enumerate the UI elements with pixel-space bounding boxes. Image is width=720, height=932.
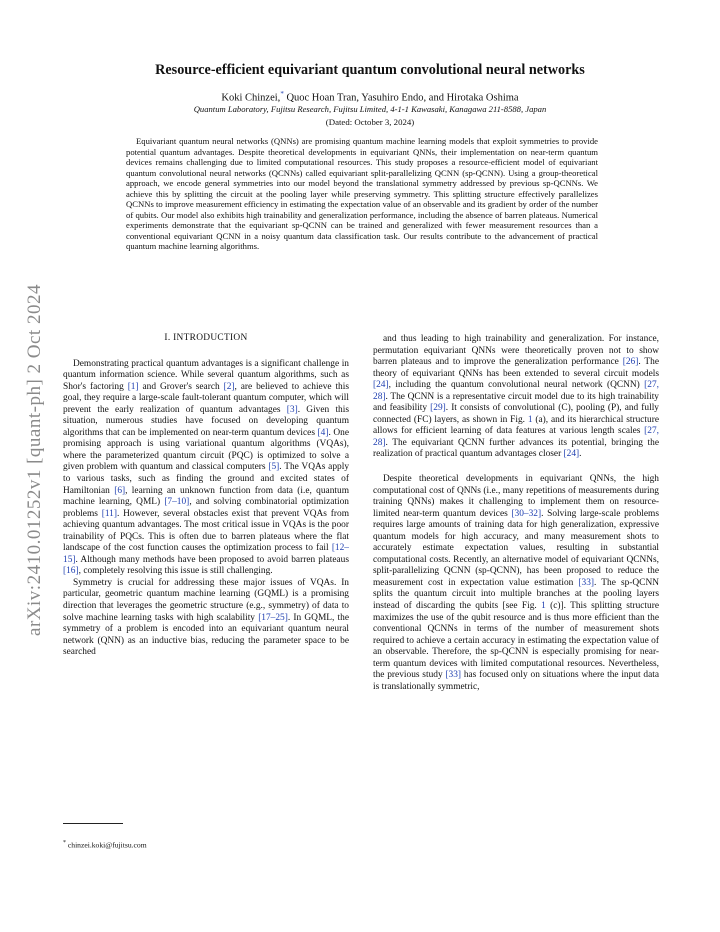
first-author: Koki Chinzei, [221,92,281,104]
paragraph [373,334,659,461]
body-text: Despite theoretical developments in equivariant QNNs, the high computational cost of QNNs (i.e., many repetitions of measurements during training QNNs) makes it challenging to implement them on resource-limited near-term quantum devices [373,474,659,519]
citation-link[interactable]: [6] [114,485,126,496]
footnote-divider [63,823,123,824]
affiliation: Quantum Laboratory, Fujitsu Research, Fujitsu Limited, 4-1-1 Kawasaki, Kanagawa 211-8588, Japan [193,104,547,114]
body-text: . The VQAs apply to various tasks, such as finding the ground and excited states of Hamiltonian [63,462,350,496]
body-text: , are believed to achieve this goal, they require a large-scale fault-tolerant quantum computer, which will prevent the early realization of quantum advantages [63,381,349,415]
citation-link[interactable]: [1] [127,381,139,392]
citation-link[interactable]: [3] [286,404,298,415]
citation-link[interactable]: [24] [373,380,389,391]
citation-link[interactable]: [4] [317,427,329,438]
section-heading: I. INTRODUCTION [164,333,248,343]
author-footnote-mark[interactable]: * [280,90,284,98]
body-text: , learning an unknown function from data (i.e, quantum machine learning, QML) [63,485,349,508]
body-text: . Although many methods have been proposed to avoid barren plateaus [75,554,349,565]
body-text: and Grover's search [138,381,224,392]
body-text: . One promising approach is using variational quantum algorithms (VQAs), where the parameterized quantum circuit (PQC) is optimized to solve a given problem with quantum and classical computers [63,427,350,473]
right-column [373,334,659,693]
body-text: . The QCNN is a representative circuit model due to its high trainability and feasibility [373,391,659,414]
date-line: (Dated: October 3, 2024) [325,117,415,127]
body-text: . The sp-QCNN splits the quantum circuit into multiple branches at the pooling layers instead of discarding the qubits [see Fig. [373,577,659,612]
body-text: Symmetry is crucial for addressing these major issues of VQAs. In particular, geometric quantum machine learning (GQML) is a promising direction that leverages the geometric structure (e.g., symmetry) of data to solve machine learning tasks with high scalability [63,577,349,623]
citation-link[interactable]: [26] [622,357,639,368]
citation-link[interactable]: [5] [268,462,280,473]
body-text: . The theory of equivariant QNNs has been extended to several circuit models [373,357,659,379]
body-text: (a), and its hierarchical structure allows for efficient learning of data features at various length scales [373,414,659,437]
author-email: chinzei.koki@fujitsu.com [67,840,147,850]
paper-title: Resource-efficient equivariant quantum convolutional neural networks [155,62,585,78]
body-text: . Given this situation, numerous studies have focused on developing quantum algorithms that can be implemented on near-term quantum devices [63,404,349,438]
body-text: has focused only on situations where the input data is translationally symmetric, [373,670,659,692]
citation-link[interactable]: [24] [563,449,580,460]
citation-link[interactable]: [33] [578,577,595,588]
citation-link[interactable]: [30–32] [511,508,542,519]
other-authors: Quoc Hoan Tran, Yasuhiro Endo, and Hirotaka Oshima [286,92,519,104]
arxiv-id: arXiv:2410.01252v1 [quant-ph] 2 Oct 2024 [24,284,45,636]
citation-link[interactable]: [27, 28] [373,426,659,448]
author-list [60,90,680,104]
citation-link[interactable]: [16] [63,566,79,577]
left-column [63,333,349,659]
body-text: , and solving combinatorial optimization problems [63,497,349,519]
citation-link[interactable]: [11] [101,508,117,519]
body-text: . The equivariant QCNN further advances its potential, bringing the realization of practical quantum advantages closer [373,437,659,460]
citation-link[interactable]: [29] [430,403,446,414]
citation-link[interactable]: [7–10] [164,497,190,508]
body-text: . [579,449,582,460]
citation-link[interactable]: 1 [541,601,546,612]
abstract: Equivariant quantum neural networks (QNNs) are promising quantum machine learning models that exploit symmetries to provide potential quantum advantages. Despite theoretical developments in equivariant QNNs, their implementation on near-term quantum devices remains challenging due to limited computational resources. This study proposes a resource-efficient model of equivariant quantum convolutional neural networks (QCNNs) called equivariant split-parallelizing QCNN (sp-QCNN). Using a group-theoretical approach, we encode general symmetries into our model beyond the translational symmetry addressed by previous sp-QCNNs. We achieve this by splitting the circuit at the pooling layer while preserving symmetry. This splitting structure effectively parallelizes QCNNs to improve measurement efficiency in estimating the expectation value of an observable and its gradient by order of the number of qubits. Our model also exhibits high trainability and generalization performance, including the absence of barren plateaus. Numerical experiments demonstrate that the equivariant sp-QCNN can be trained and generalized with fewer measurement resources than a conventional equivariant QCNN in a noisy quantum data classification task. Our results contribute to the advancement of practical quantum machine learning algorithms. [126,136,598,252]
footnote [63,840,147,850]
citation-link[interactable]: [27, 28] [373,380,659,402]
citation-link[interactable]: [17–25] [258,612,288,623]
paragraph [63,578,349,659]
body-text: Demonstrating practical quantum advantages is a significant challenge in quantum information science. While several quantum algorithms, such as Shor's factoring [63,358,349,392]
citation-link[interactable]: [33] [445,670,462,681]
body-text: . In GQML, the symmetry of a problem is encoded into an equivariant quantum neural network (QNN) as an inductive bias, reducing the parameter space to be searched [63,612,349,658]
footnote-mark: * [63,840,66,846]
body-text: , completely resolving this issue is still challenging. [78,566,273,577]
citation-link[interactable]: 1 [527,414,533,425]
citation-link[interactable]: [2] [223,381,235,392]
left-column-body [63,359,349,659]
paragraph [373,474,659,693]
arxiv-sidebar [10,230,60,690]
body-text: and thus leading to high trainability and generalization. For instance, permutation equivariant QNNs were theoretically proven not to show barren plateaus and to improve the generalization performance [373,334,659,368]
body-text: (c)]. This splitting structure maximizes the use of the qubit resource and is thus more efficient than the conventional QCNNs in terms of the number of measurement shots required to achieve a certain accuracy in estimating the expectation value of an observable. Therefore, the sp-QCNN is especially promising for near-term quantum devices with limited computational resources. Nevertheless, the previous study [373,601,660,681]
body-text: , including the quantum convolutional neural network (QCNN) [388,380,645,391]
body-text: . It consists of convolutional (C), pooling (P), and fully connected (FC) layers, as shown in Fig. [373,403,659,425]
paragraph [63,359,349,578]
right-column-body [373,334,659,693]
body-text: . Solving large-scale problems requires large amounts of training data for high generalization, expressive quantum models for high accuracy, and many measurement shots to accurately estimate expectation values, resulting in substantial computational costs. Recently, an alternative model of equivariant QCNNs, split-parallelizing QCNN (sp-QCNN), has been proposed to reduce the measurement cost in expectation value estimation [373,508,659,588]
citation-link[interactable]: [12–15] [63,543,349,565]
body-text: . However, several obstacles exist that prevent VQAs from achieving quantum advantages. The most critical issue in VQAs is the poor trainability of PQCs. This is often due to barren plateaus where the flat landscape of the cost function causes the optimization process to fail [63,508,349,554]
